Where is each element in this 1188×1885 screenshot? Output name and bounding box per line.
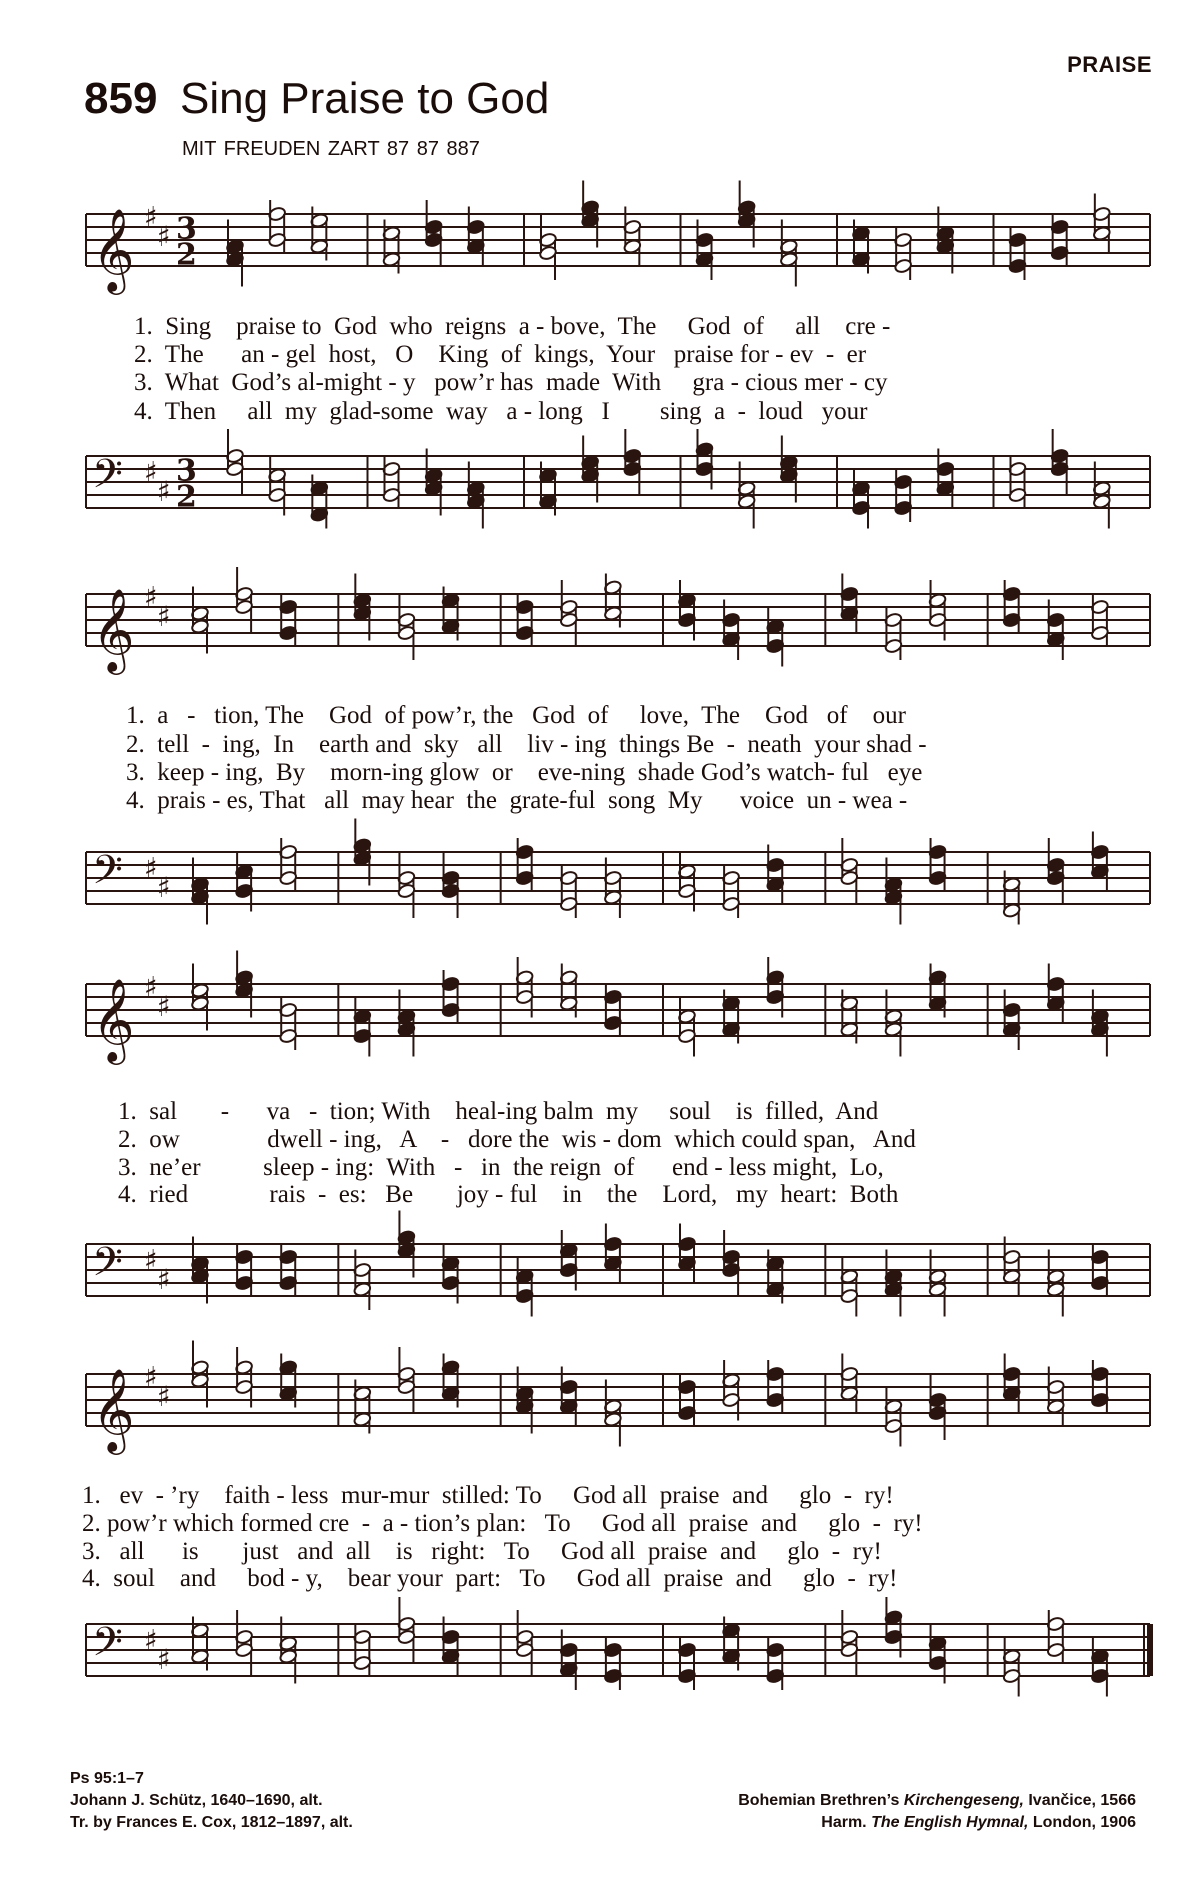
credit-translator: Tr. by Frances E. Cox, 1812–1897, alt. [70, 1814, 353, 1831]
lyric-line: 4. Then all my glad-some way a - long I sing a - loud your [134, 398, 868, 425]
bass-clef-icon: 𝄢 [92, 847, 123, 903]
credit-harmonization [821, 1814, 1136, 1832]
sharp-icon: ♯ [144, 455, 158, 489]
staff-lines [86, 453, 1150, 508]
sharp-icon: ♯ [144, 1623, 158, 1657]
lyric-line: 4. prais - es, That all may hear the grate-ful song My voice un - wea - [126, 787, 908, 814]
treble-clef-icon: 𝄞 [92, 587, 135, 671]
sharp-icon: ♯ [144, 580, 158, 614]
credit-harm-title: The English Hymnal, [871, 1814, 1029, 1831]
sharp-icon: ♯ [157, 220, 171, 254]
time-signature-digit: 3 [176, 453, 197, 489]
section-label: PRAISE [1067, 52, 1152, 77]
credit-source-suffix: Ivančice, 1566 [1023, 1792, 1136, 1809]
lyric-line: 1. a - tion, The God of pow’r, the God of love, The God of our [126, 702, 906, 729]
lyric-line: 2. tell - ing, In earth and sky all liv - ing things Be - neath your shad - [126, 731, 927, 758]
treble-staff-4 [0, 1360, 1188, 1480]
sharp-icon: ♯ [144, 1360, 158, 1394]
bass-clef-icon: 𝄢 [92, 1619, 123, 1675]
treble-staff-1 [0, 200, 1188, 320]
treble-clef-icon: 𝄞 [92, 977, 135, 1061]
credit-scripture: Ps 95:1–7 [70, 1770, 144, 1787]
sharp-icon: ♯ [157, 871, 171, 905]
hymn-number: 859 [84, 74, 158, 123]
bass-clef-icon: 𝄢 [92, 1239, 123, 1295]
treble-clef-icon: 𝄞 [92, 1367, 135, 1451]
sharp-icon: ♯ [157, 990, 171, 1024]
lyric-line: 3. What God’s al-might - y pow’r has made With gra - cious mer - cy [134, 369, 888, 396]
lyric-line: 4. ried rais - es: Be joy - ful in the Lord, my heart: Both [118, 1181, 899, 1208]
lyric-line: 2. pow’r which formed cre - a - tion’s plan: To God all praise and glo - ry! [82, 1510, 923, 1537]
lyric-line: 2. The an - gel host, O King of kings, Your praise for - ev - er [134, 341, 867, 368]
lyric-line: 1. Sing praise to God who reigns a - bove, The God of all cre - [134, 313, 891, 340]
lyric-line: 3. ne’er sleep - ing: With - in the reign of end - less might, Lo, [118, 1154, 884, 1181]
sharp-icon: ♯ [157, 475, 171, 509]
sharp-icon: ♯ [144, 970, 158, 1004]
staff-lines [86, 211, 1150, 266]
credit-source-title: Kirchengeseng, [903, 1792, 1024, 1809]
sharp-icon: ♯ [157, 600, 171, 634]
lyric-line: 3. all is just and all is right: To God all praise and glo - ry! [82, 1538, 882, 1565]
sharp-icon: ♯ [157, 1263, 171, 1297]
credit-author: Johann J. Schütz, 1640–1690, alt. [70, 1792, 323, 1809]
sharp-icon: ♯ [144, 1243, 158, 1277]
sharp-icon: ♯ [157, 1643, 171, 1677]
sharp-icon: ♯ [144, 200, 158, 234]
hymn-title: Sing Praise to God [180, 74, 550, 123]
treble-staff-3 [0, 970, 1188, 1090]
treble-staff-2 [0, 580, 1188, 700]
sharp-icon: ♯ [157, 1380, 171, 1414]
lyric-line: 1. ev - ’ry faith - less mur-mur stilled: To God all praise and glo - ry! [82, 1482, 894, 1509]
credit-harm-suffix: London, 1906 [1028, 1814, 1136, 1831]
sharp-icon: ♯ [144, 851, 158, 885]
lyric-line: 2. ow dwell - ing, A - dore the wis - dom which could span, And [118, 1126, 916, 1153]
bass-clef-icon: 𝄢 [92, 451, 123, 507]
bass-staff-4 [0, 1610, 1188, 1730]
bass-staff-3 [0, 1230, 1188, 1350]
tune-name-meter: MIT FREUDEN ZART 87 87 887 [182, 138, 480, 160]
time-signature-digit: 3 [176, 211, 197, 247]
credit-tune-source [738, 1792, 1136, 1810]
credit-source-prefix: Bohemian Brethren’s [738, 1792, 904, 1809]
lyric-line: 4. soul and bod - y, bear your part: To God all praise and glo - ry! [82, 1565, 898, 1592]
lyric-line: 1. sal - va - tion; With heal-ing balm my soul is filled, And [118, 1098, 879, 1125]
bass-staff-1 [0, 442, 1188, 562]
time-signature-digit: 2 [176, 237, 197, 273]
bass-staff-2 [0, 838, 1188, 958]
time-signature-digit: 2 [176, 479, 197, 515]
treble-clef-icon: 𝄞 [92, 207, 135, 291]
lyric-line: 3. keep - ing, By morn-ing glow or eve-ning shade God’s watch- ful eye [126, 759, 923, 786]
credit-harm-prefix: Harm. [821, 1814, 872, 1831]
